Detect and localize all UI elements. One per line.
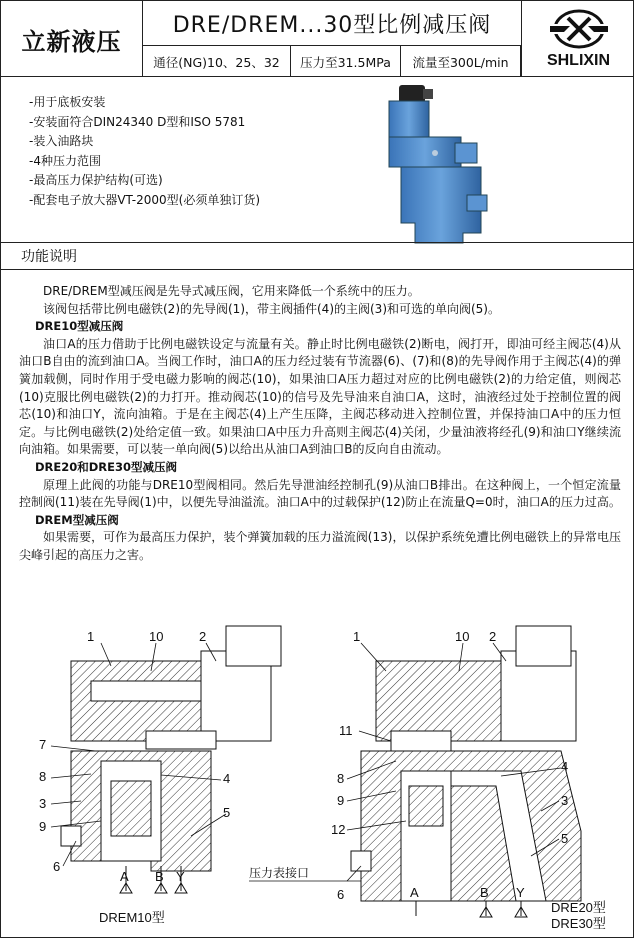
subheading: DRE20和DRE30型减压阀: [35, 459, 178, 474]
callout-label: 5: [561, 831, 569, 846]
brand-name: 立新液压: [1, 1, 143, 77]
diagram-caption: DRE30型: [551, 916, 606, 931]
feature-item: -安装面符合DIN24340 D型和ISO 5781: [29, 114, 246, 129]
callout-label: 3: [39, 796, 47, 811]
callout-label: 9: [337, 793, 345, 808]
callout-label: 9: [39, 819, 47, 834]
callout-label: 4: [223, 771, 231, 786]
valve-cross-section-drawings: [1, 611, 634, 939]
logo-text: SHLIXIN: [546, 52, 611, 69]
callout-label: 12: [331, 822, 346, 837]
diagram-caption: DRE20型: [551, 900, 606, 915]
spec-flow: 流量至300L/min: [401, 46, 521, 77]
logo-emblem-icon: [548, 8, 610, 50]
diagram-caption: DREM10型: [99, 910, 165, 925]
callout-label: 2: [489, 629, 497, 644]
callout-label: 5: [223, 805, 231, 820]
callout-label: 7: [39, 737, 47, 752]
feature-item: -4种压力范围: [29, 153, 101, 168]
subheading: DRE10型减压阀: [35, 319, 124, 334]
port-label: A: [120, 869, 129, 884]
paragraph: 原理上此阀的功能与DRE10型阀相同。然后先导泄油经控制孔(9)从油口B排出。在这种阀上，一个恒定流量控制阀(11)装在先导阀(1)中，以便先导油溢流。油口A中的过载保护(12)防止在流量Q=0时，油口A的压力过高。: [19, 477, 621, 510]
section-heading: 功能说明: [1, 242, 634, 270]
feature-item: -最高压力保护结构(可选): [29, 173, 163, 187]
callout-label: 2: [199, 629, 207, 644]
paragraph: 如果需要，可作为最高压力保护，装个弹簧加载的压力溢流阀(13)，以保护系统免遭比例电磁铁上的异常电压尖峰引起的高压力之害。: [19, 530, 621, 562]
callout-label: 4: [561, 759, 569, 774]
callout-label: 11: [339, 723, 353, 738]
port-label: A: [410, 885, 419, 900]
callout-label: 3: [561, 793, 569, 808]
paragraph: DRE/DREM型减压阀是先导式减压阀，它用来降低一个系统中的压力。: [43, 284, 420, 298]
feature-item: -装入油路块: [29, 134, 94, 148]
sectional-diagrams: [1, 611, 634, 939]
port-label: Y: [176, 869, 185, 884]
paragraph: 油口A的压力借助于比例电磁铁设定与流量有关。静止时比例电磁铁(2)断电，阀打开，即油可经主阀芯(4)从油口B自由的流到油口A。当阀工作时，油口A的压力经过装有节流器(6)、(7)和(8)的先导阀作用于主阀芯(4)的弹簧加载侧，同时作用于受电磁力影响的阀芯(10)，如果油口A压力超过对应的比例电磁铁(2)的力给定值，则阀芯(10)克服比例电磁铁(2)的力打开。推动阀芯(10)的信号及先导油来自油口A，这时，油液经过处于控制位置的阀芯(10)和油口Y，流向油箱。于是在主阀芯(4)上产生压降，主阀芯移动进入控制位置，并保持油口A中的压力恒定。与比例电磁铁(2)处给定值一致。如果油口A中压力升高则主阀芯(4)关闭，少量油液将经孔(9)和油口Y继续流向油箱。如果需要，可以装一单向阀(5)以给出从油口A到油口B的反向自由流动。: [19, 336, 621, 457]
spec-nominal-size: 通径(NG)10、25、32: [143, 46, 291, 77]
page-title: DRE/DREM...30型比例减压阀: [143, 1, 521, 46]
diagram-drem10: [51, 626, 281, 893]
callout-label: 1: [87, 629, 95, 644]
port-label: Y: [516, 885, 525, 900]
subheading: DREM型减压阀: [35, 512, 119, 527]
port-label: B: [155, 869, 164, 884]
callout-label: 8: [337, 771, 345, 786]
callout-label: 6: [337, 887, 345, 902]
header: [1, 1, 634, 77]
gauge-port-label: 压力表接口: [249, 866, 310, 880]
callout-label: 1: [353, 629, 361, 644]
spec-pressure: 压力至31.5MPa: [291, 46, 401, 77]
callout-label: 10: [149, 629, 164, 644]
callout-label: 10: [455, 629, 470, 644]
valve-product-image: [371, 83, 521, 248]
logo: [521, 1, 634, 77]
paragraph: 该阀包括带比例电磁铁(2)的先导阀(1)，带主阀插件(4)的主阀(3)和可选的单向阀(5)。: [43, 301, 500, 316]
feature-list: [29, 93, 260, 210]
callout-label: 6: [53, 859, 61, 874]
feature-item: -用于底板安装: [29, 95, 106, 109]
feature-item: -配套电子放大器VT-2000型(必须单独订货): [29, 192, 261, 207]
port-label: B: [480, 885, 489, 900]
function-description: [19, 283, 621, 565]
callout-label: 8: [39, 769, 47, 784]
